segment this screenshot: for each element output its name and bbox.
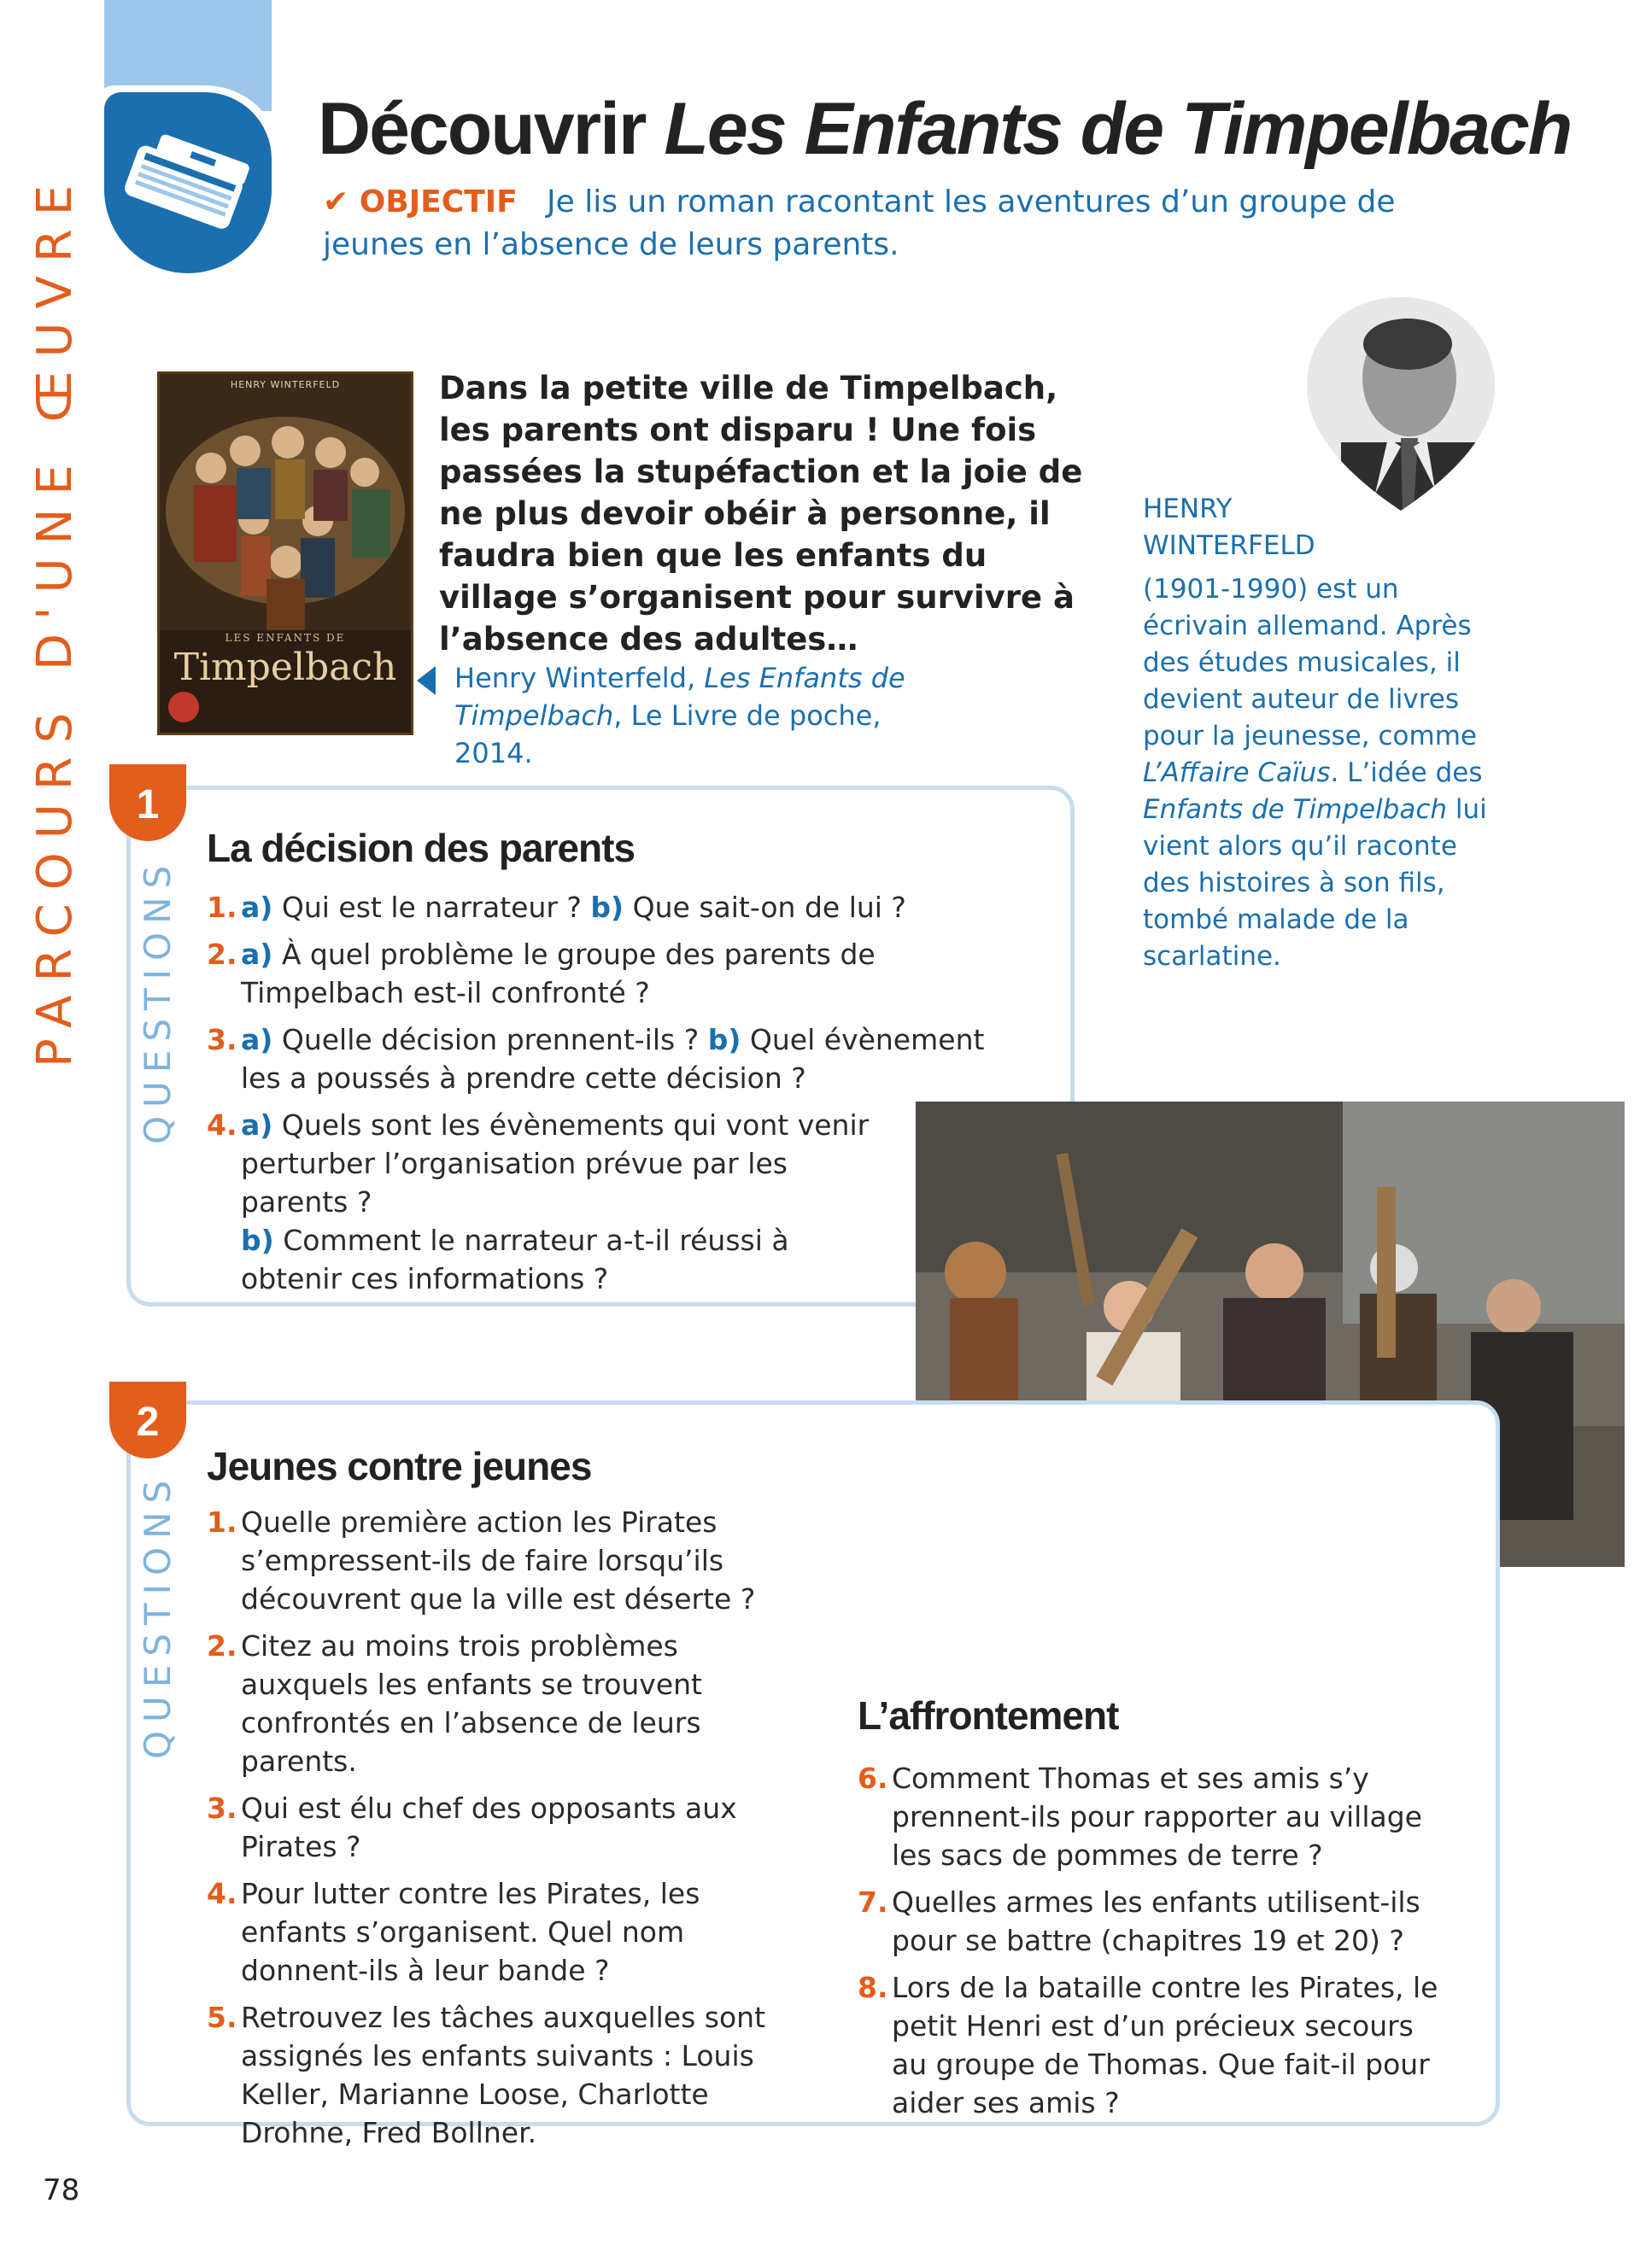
arrow-left-icon [417,666,436,695]
question-text: Pour lutter contre les Pirates, les enfants s’organisent. Quel nom donnent-ils à leur bande ? [241,1877,700,1987]
question-number: 3. [207,1792,237,1825]
question-text: Citez au moins trois problèmes auxquels les enfants se trouvent confrontés en l’absence de leurs parents. [241,1629,702,1778]
question-item: 3. a) Quelle décision prennent-ils ? b) Quel évènement les a poussés à prendre cette décision ? [207,1023,985,1095]
question-number: 6. [858,1762,888,1795]
question-item [207,1503,805,1618]
question-number: 4. [207,1877,237,1910]
question-number: 8. [858,1971,888,2004]
intro-text: Dans la petite ville de Timpelbach, les parents ont disparu ! Une fois passées la stupéfaction et la joie de ne plus devoir obéir à personne, il faudra bien que les enfants du village s’organisent pour survivre à l’absence des adultes… [439,370,1083,658]
objective-text: Je lis un roman racontant les aventures d’un groupe de jeunes en l’absence de leurs parents. [323,184,1396,262]
book-badge [104,92,272,273]
question-text: Lors de la bataille contre les Pirates, le petit Henri est d’un précieux secours au groupe de Thomas. Que fait-il pour aider ses amis ? [892,1971,1438,2119]
objective-label: ✔ OBJECTIF [323,184,518,219]
page-title: Découvrir Les Enfants de Timpelbach [318,88,1572,170]
book-source: Henry Winterfeld, Les Enfants de Timpelbach, Le Livre de poche, 2014. [454,662,905,769]
question-number: 7. [858,1885,888,1919]
question-item [858,1968,1456,2122]
objective [323,181,1433,266]
parcours-label: PARCOURS D'UNE ŒUVRE [27,171,83,1067]
question-number: 1. [207,1505,237,1539]
question-number: 5. [207,2001,237,2034]
author-name-1: HENRY [1143,494,1233,524]
section-subtitle: L’affrontement [858,1693,1119,1738]
question-item [207,1789,805,1866]
question-item [858,1759,1456,1874]
section-title-2: Jeunes contre jeunes [207,1444,592,1488]
section-number-2: 2 [109,1382,186,1458]
author-portrait [1307,297,1495,511]
question-item [207,1998,805,2152]
questions-label-2: QUESTIONS [137,1471,179,1759]
question-item [207,1627,805,1780]
question-item: 1. a) Qui est le narrateur ? b) Que sait-on de lui ? [207,891,906,924]
question-item: 4. a) Quels sont les évènements qui vont venir perturber l’organisation prévue par les parents ? b) Comment le narrateur a-t-il réussi à obtenir ces informations ? [207,1108,870,1295]
cover-author: HENRY WINTERFELD [230,379,341,390]
question-text: Comment Thomas et ses amis s’y prennent-ils pour rapporter au village les sacs de pommes de terre ? [892,1762,1422,1872]
questions-list-2b [858,1759,1456,2131]
section-number-1: 1 [109,764,186,841]
page-number: 78 [43,2173,80,2207]
book-icon [104,92,272,273]
author-name-2: WINTERFELD [1143,530,1315,561]
cover-logo [168,692,199,722]
question-text: Retrouvez les tâches auxquelles sont assignés les enfants suivants : Louis Keller, Marianne Loose, Charlotte Drohne, Fred Bollner. [241,2001,766,2149]
questions-list-1 [207,888,1027,1298]
book-cover [157,371,413,735]
question-item [207,1874,805,1990]
question-item: 2. a) À quel problème le groupe des parents de Timpelbach est-il confronté ? [207,938,876,1009]
question-number: 2. [207,1629,237,1663]
author-bio: HENRY WINTERFELD (1901-1990) est un écrivain allemand. Après des études musicales, il devient auteur de livres pour la jeunesse, comme L’Affaire Caïus. L’idée des Enfants de Timpelbach lui vient alors qu’il raconte des histoires à son fils, tombé malade de la scarlatine. [1143,491,1502,975]
question-text: Quelles armes les enfants utilisent-ils pour se battre (chapitres 19 et 20) ? [892,1885,1420,1957]
question-item [858,1883,1456,1960]
question-text: Quelle première action les Pirates s’empressent-ils de faire lorsqu’ils découvrent que la ville est déserte ? [241,1505,756,1616]
cover-title: Timpelbach [173,646,397,689]
questions-label-1: QUESTIONS [137,856,179,1144]
cover-title-small: LES ENFANTS DE [225,632,346,644]
questions-list-2 [207,1503,805,2160]
section-title-1: La décision des parents [207,826,636,870]
question-text: Qui est élu chef des opposants aux Pirates ? [241,1792,737,1863]
